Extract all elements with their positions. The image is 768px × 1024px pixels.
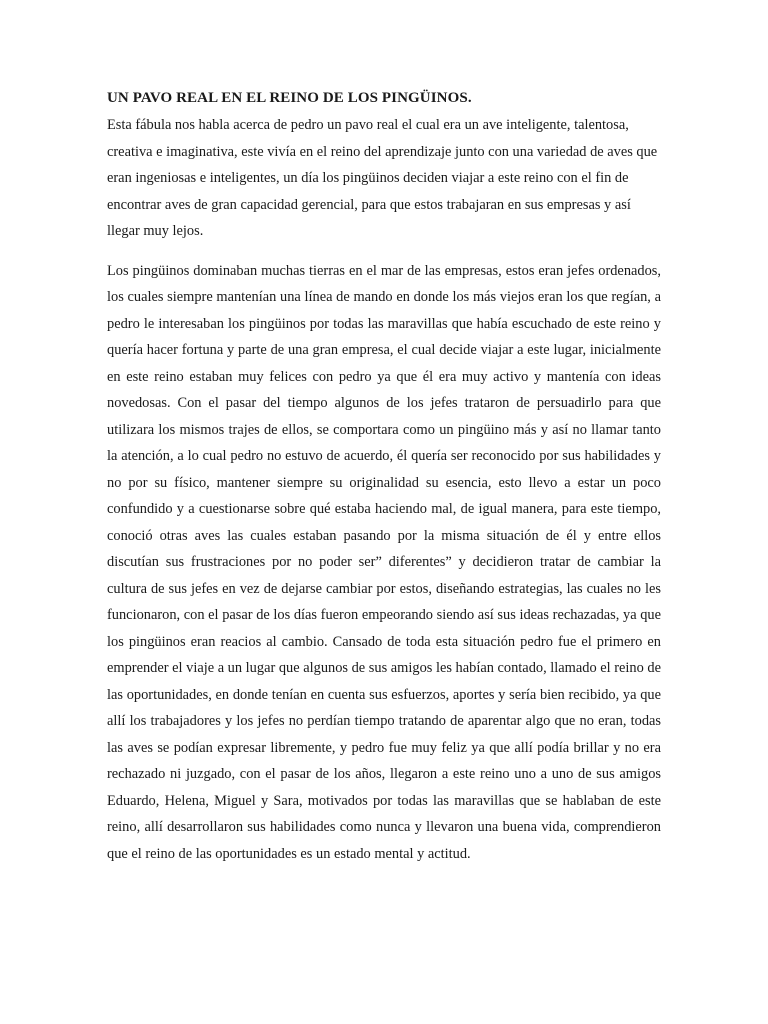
document-body xyxy=(107,88,661,880)
document-title: UN PAVO REAL EN EL REINO DE LOS PINGÜINOS. xyxy=(107,90,472,106)
paragraph-intro: Esta fábula nos habla acerca de pedro un pavo real el cual era un ave inteligente, talentosa, creativa e imaginativa, este vivía en el reino del aprendizaje junto con una variedad de aves que eran ingeniosas e inteligentes, un día los pingüinos deciden viajar a este reino con el fin de encontrar aves de gran capacidad gerencial, para que estos trabajaran en sus empresas y así llegar muy lejos. xyxy=(107,117,658,239)
paragraph-story: Los pingüinos dominaban muchas tierras en el mar de las empresas, estos eran jefes ordenados, los cuales siempre mantenían una línea de mando en donde los más viejos eran los que regían, a pedro le interesaban los pingüinos por todas las maravillas que había escuchado de este reino y quería hacer fortuna y parte de una gran empresa, el cual decide viajar a este lugar, inicialmente en este reino estaban muy felices con pedro ya que él era muy activo y mantenía con ideas novedosas. Con el pasar del tiempo algunos de los jefes trataron de persuadirlo para que utilizara los mismos trajes de ellos, se comportara como un pingüino más y así no llamar tanto la atención, a lo cual pedro no estuvo de acuerdo, él quería ser reconocido por sus habilidades y no por su físico, mantener siempre su originalidad su esencia, esto llevo a estar un poco confundido y a cuestionarse sobre qué estaba haciendo mal, de igual manera, para este tiempo, conoció otras aves las cuales estaban pasando por la misma situación de él y entre ellos discutían sus frustraciones por no poder ser” diferentes” y decidieron tratar de cambiar la cultura de sus jefes en vez de dejarse cambiar por estos, diseñando estrategias, las cuales no les funcionaron, con el pasar de los días fueron empeorando siendo así sus ideas rechazadas, ya que los pingüinos eran reacios al cambio. Cansado de toda esta situación pedro fue el primero en emprender el viaje a un lugar que algunos de sus amigos les habían contado, llamado el reino de las oportunidades, en donde tenían en cuenta sus esfuerzos, aportes y sería bien recibido, ya que allí los trabajadores y los jefes no perdían tiempo tratando de aparentar algo que no eran, todas las aves se podían expresar libremente, y pedro fue muy feliz ya que allí podía brillar y no era rechazado ni juzgado, con el pasar de los años, llegaron a este reino uno a uno de sus amigos Eduardo, Helena, Miguel y Sara, motivados por todas las maravillas que se hablaban de este reino, allí desarrollaron sus habilidades como nunca y llevaron una buena vida, comprendieron que el reino de las oportunidades es un estado mental y actitud. xyxy=(107,262,661,862)
